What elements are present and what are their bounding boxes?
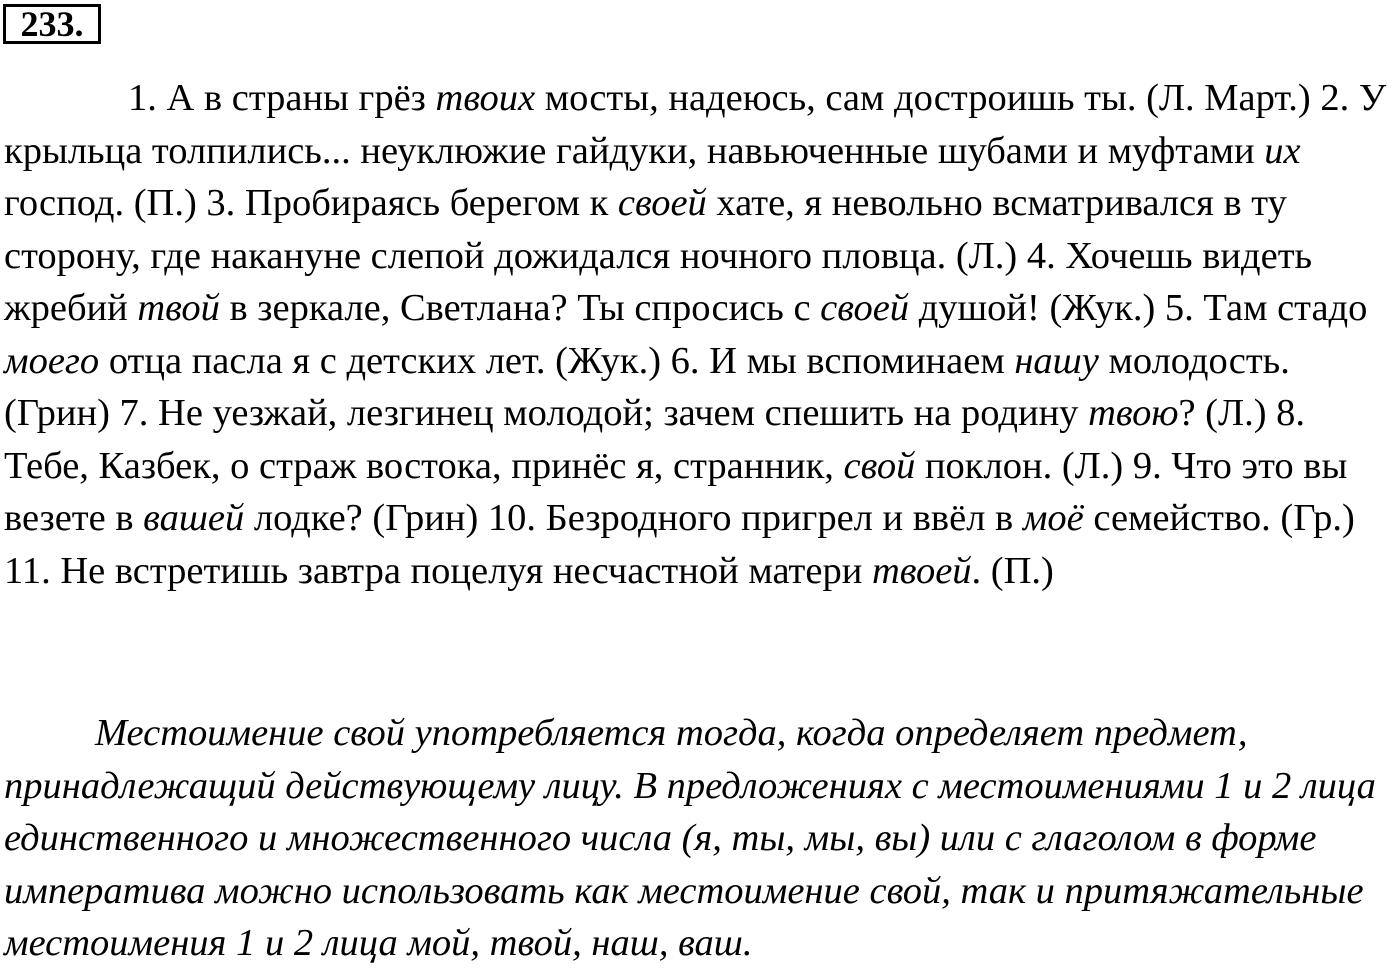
exercise-italic-word: твоих — [435, 77, 536, 119]
exercise-text-part: лодке? (Грин) 10. Безродного пригрел и ввёл в — [244, 497, 1023, 539]
exercise-italic-word: своей — [617, 182, 707, 224]
exercise-text-part: ? (Л.) 8. Тебе, Казбек, о страж востока, принёс я, странник, — [4, 392, 1306, 487]
exercise-italic-word: своей — [820, 287, 910, 329]
exercise-italic-word: твоей — [871, 549, 972, 592]
exercise-number-badge: 233. — [3, 4, 101, 44]
exercise-text-part: мосты, надеюсь, сам достроишь ты. (Л. Март.) 2. У крыльца толпились... неуклюжие гайдуки, навьюченные шубами и муфтами — [4, 77, 1387, 172]
exercise-text-part: душой! (Жук.) 5. Там стадо — [909, 287, 1368, 329]
exercise-italic-word: моё — [1022, 497, 1084, 539]
exercise-text-part: поклон. (Л.) 9. Что это вы везете в — [4, 444, 1348, 539]
exercise-italic-word: вашей — [143, 497, 245, 539]
exercise-text-part: семейство. (Гр.) 11. Не встретишь завтра поцелуя несчастной матери — [4, 497, 1355, 592]
exercise-text-part: хате, я невольно всматривался в ту сторону, где накануне слепой дожидался ночного пловца. (Л.) 4. Хочешь видеть жребий — [4, 182, 1313, 329]
exercise-italic-word: их — [1264, 129, 1301, 172]
exercise-italic-word: твою — [1088, 392, 1179, 434]
exercise-italic-word: свой — [843, 444, 916, 487]
exercise-text-part: отца пасла я с детских лет. (Жук.) 6. И мы вспоминаем — [99, 339, 1015, 382]
exercise-text-part: в зеркале, Светлана? Ты спросись с — [219, 287, 821, 329]
exercise-text-part: молодость. (Грин) 7. Не уезжай, лезгинец молодой; зачем спешить на родину — [4, 339, 1290, 434]
exercise-italic-word: твой — [137, 287, 220, 329]
exercise-text-part: господ. (П.) 3. Пробираясь берегом к — [4, 182, 618, 224]
exercise-text — [4, 72, 1399, 597]
exercise-italic-word: нашу — [1014, 339, 1099, 382]
exercise-text-part: 1. А в страны грёз — [128, 77, 436, 119]
exercise-text-part: . (П.) — [971, 549, 1054, 592]
grammar-rule — [4, 707, 1399, 970]
exercise-italic-word: моего — [4, 339, 100, 382]
grammar-rule-text: Местоимение свой употребляется тогда, когда определяет предмет, принадлежащий действующему лицу. В предложениях с местоимениями 1 и 2 лица единственного и множественного числа (я, ты, мы, вы) или с глаголом в форме императива можно использовать как местоимение свой, так и притяжательные местоимения 1 и 2 лица мой, твой, наш, ваш. — [4, 712, 1376, 964]
